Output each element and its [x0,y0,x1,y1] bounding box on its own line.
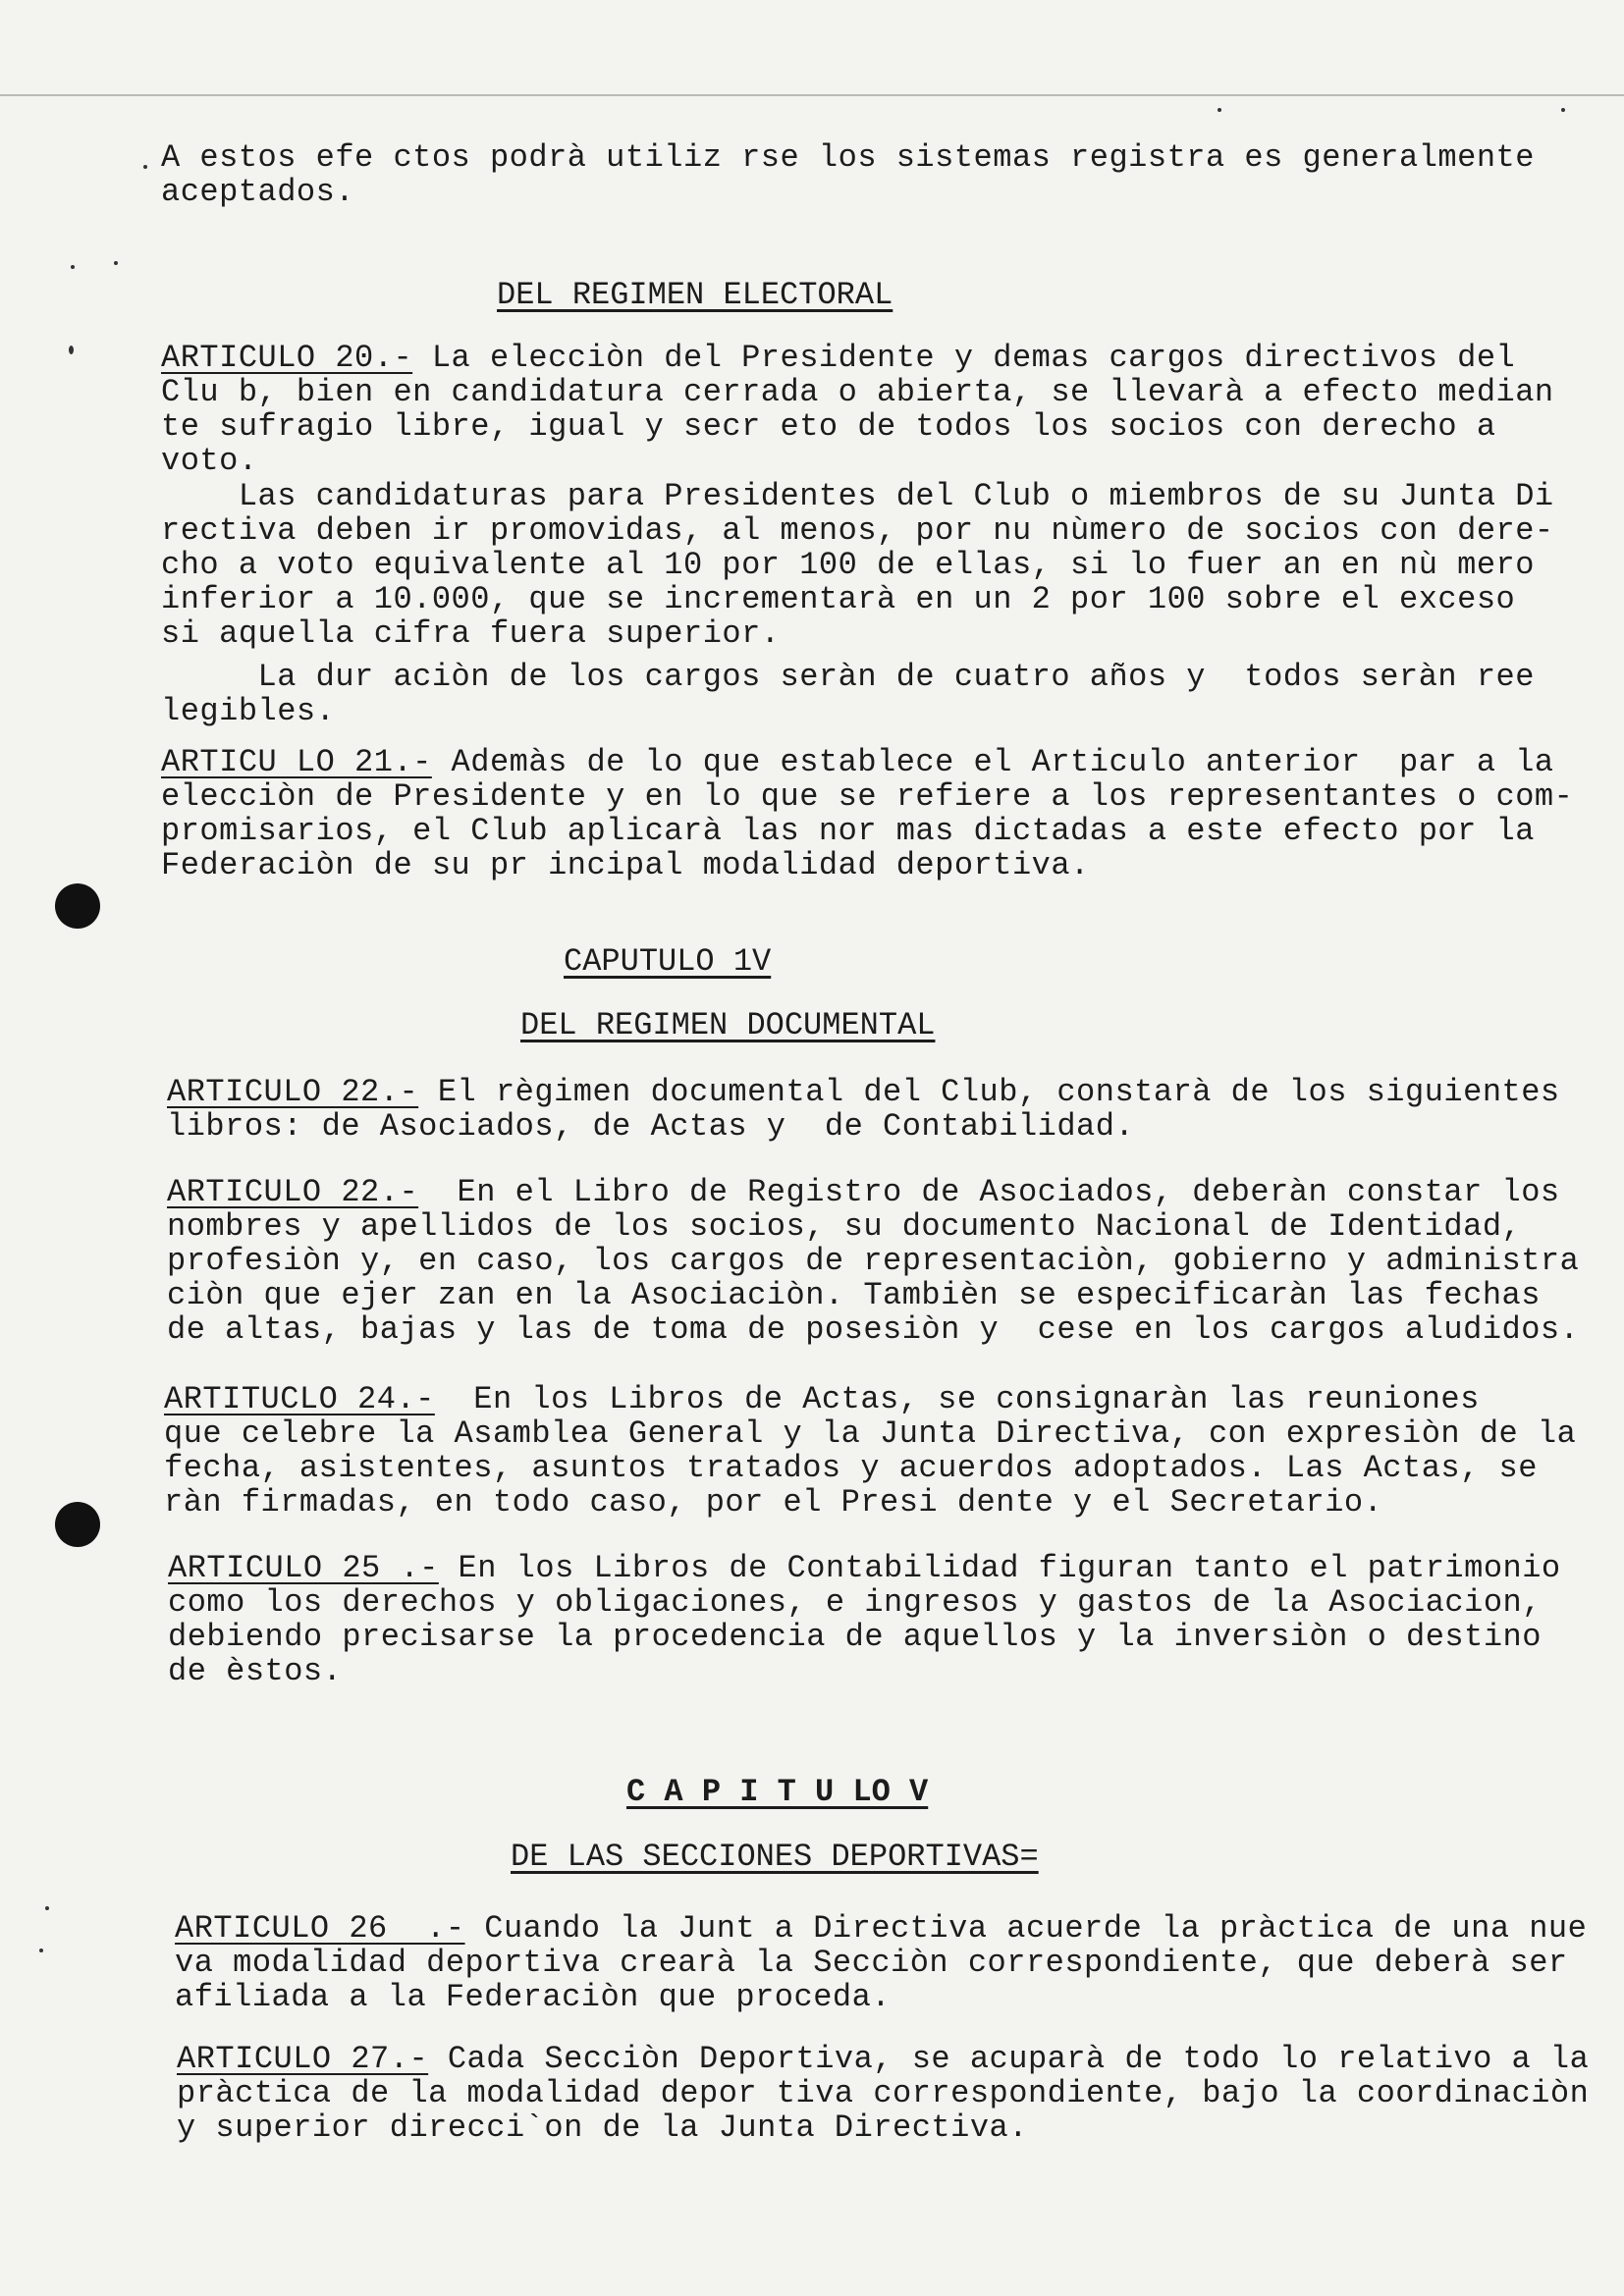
article-23 [167,1175,1620,1347]
article-label: ARTICULO 20.- [161,340,413,376]
text-line: debiendo precisarse la procedencia de aquellos y la inversiòn o destino [168,1619,1542,1655]
text-line: profesiòn y, en caso, los cargos de representaciòn, gobierno y administra [167,1243,1580,1279]
article-22 [167,1075,1620,1144]
speck [39,1949,43,1952]
text-line: cho a voto equivalente al 10 por 100 de ellas, si lo fuer an en nù mero [161,547,1535,583]
chapter-heading-v: C A P I T U LO V [626,1774,929,1810]
text-line: ciòn que ejer zan en la Asociaciòn. Tambièn se especificaràn las fechas [167,1277,1541,1313]
text-line: te sufragio libre, igual y secr eto de todos los socios con derecho a [161,408,1496,445]
intro-paragraph [161,140,1614,209]
article-25 [168,1551,1621,1688]
section-heading-regimen-electoral: DEL REGIMEN ELECTORAL [497,277,893,313]
text-line: La elecciòn del Presidente y demas cargos directivos del [412,340,1516,376]
article-label: ARTICULO 22.- [167,1174,419,1210]
punch-hole-upper [55,883,100,929]
text-line: En los Libros de Actas, se consignaràn las reuniones [434,1381,1480,1417]
article-20-candidaturas [161,479,1614,651]
article-label: ARTITUCLO 24.- [164,1381,435,1417]
text-line: ràn firmadas, en todo caso, por el Presi dente y el Secretario. [164,1484,1383,1521]
text-line: legibles. [161,693,336,729]
text-line: de èstos. [168,1653,343,1689]
speck [143,165,147,169]
speck [114,261,118,265]
speck [71,265,75,269]
speck [69,346,74,354]
text-line: y superior direcci`on de la Junta Directiva. [177,2109,1028,2146]
section-heading-secciones-deportivas: DE LAS SECCIONES DEPORTIVAS= [511,1839,1039,1875]
text-line: pràctica de la modalidad depor tiva correspondiente, bajo la coordinaciòn [177,2075,1590,2111]
section-heading-regimen-documental: DEL REGIMEN DOCUMENTAL [520,1007,936,1043]
page-top-edge [0,94,1624,96]
text-line: Clu b, bien en candidatura cerrada o abierta, se llevarà a efecto median [161,374,1554,410]
text-line: En los Libros de Contabilidad figuran tanto el patrimonio [438,1550,1561,1586]
speck [45,1906,49,1910]
text-line: elecciòn de Presidente y en lo que se refiere a los representantes o com- [161,778,1574,815]
text-line: En el Libro de Registro de Asociados, deberàn constar los [418,1174,1560,1210]
text-line: Cuando la Junt a Directiva acuerde la pràctica de una nue [464,1910,1588,1947]
article-27 [177,2042,1624,2145]
text-line: Ademàs de lo que establece el Articulo anterior par a la [431,744,1554,780]
article-label: ARTICULO 25 .- [168,1550,439,1586]
text-line: Las candidaturas para Presidentes del Club o miembros de su Junta Di [161,478,1554,514]
text-line: afiliada a la Federaciòn que proceda. [175,1979,892,2015]
text-line: va modalidad deportiva crearà la Secciòn correspondiente, que deberà ser [175,1945,1568,1981]
text-line: como los derechos y obligaciones, e ingresos y gastos de la Asociacion, [168,1584,1542,1621]
text-line: La dur aciòn de los cargos seràn de cuatro años y todos seràn ree [161,659,1535,695]
text-line: nombres y apellidos de los socios, su documento Nacional de Identidad, [167,1208,1522,1245]
text-line: de altas, bajas y las de toma de posesiòn y cese en los cargos aludidos. [167,1311,1580,1348]
punch-hole-lower [55,1502,100,1547]
text-line: que celebre la Asamblea General y la Junta Directiva, con expresiòn de la [164,1415,1577,1452]
text-line: aceptados. [161,174,355,210]
text-line: voto. [161,443,258,479]
article-label: ARTICULO 22.- [167,1074,419,1110]
text-line: Cada Secciòn Deportiva, se acuparà de todo lo relativo a la [428,2041,1590,2077]
text-line: A estos efe ctos podrà utiliz rse los sistemas registra es generalmente [161,139,1535,176]
speck [1561,108,1565,112]
article-20 [161,341,1614,478]
text-line: si aquella cifra fuera superior. [161,615,781,652]
article-24 [164,1382,1617,1520]
speck [1218,108,1221,112]
text-line: fecha, asistentes, asuntos tratados y acuerdos adoptados. Las Actas, se [164,1450,1538,1486]
text-line: libros: de Asociados, de Actas y de Contabilidad. [167,1108,1135,1145]
text-line: promisarios, el Club aplicarà las nor mas dictadas a este efecto por la [161,813,1535,849]
article-20-duracion [161,660,1614,728]
article-label: ARTICU LO 21.- [161,744,432,780]
text-line: inferior a 10.000, que se incrementarà en un 2 por 100 sobre el exceso [161,581,1516,617]
article-21 [161,745,1614,882]
text-line: Federaciòn de su pr incipal modalidad deportiva. [161,847,1090,883]
article-label: ARTICULO 27.- [177,2041,429,2077]
article-label: ARTICULO 26 .- [175,1910,465,1947]
text-line: rectiva deben ir promovidas, al menos, por nu nùmero de socios con dere- [161,512,1554,549]
article-26 [175,1911,1624,2014]
chapter-heading-iv: CAPUTULO 1V [564,943,772,980]
text-line: El règimen documental del Club, constarà de los siguientes [418,1074,1560,1110]
